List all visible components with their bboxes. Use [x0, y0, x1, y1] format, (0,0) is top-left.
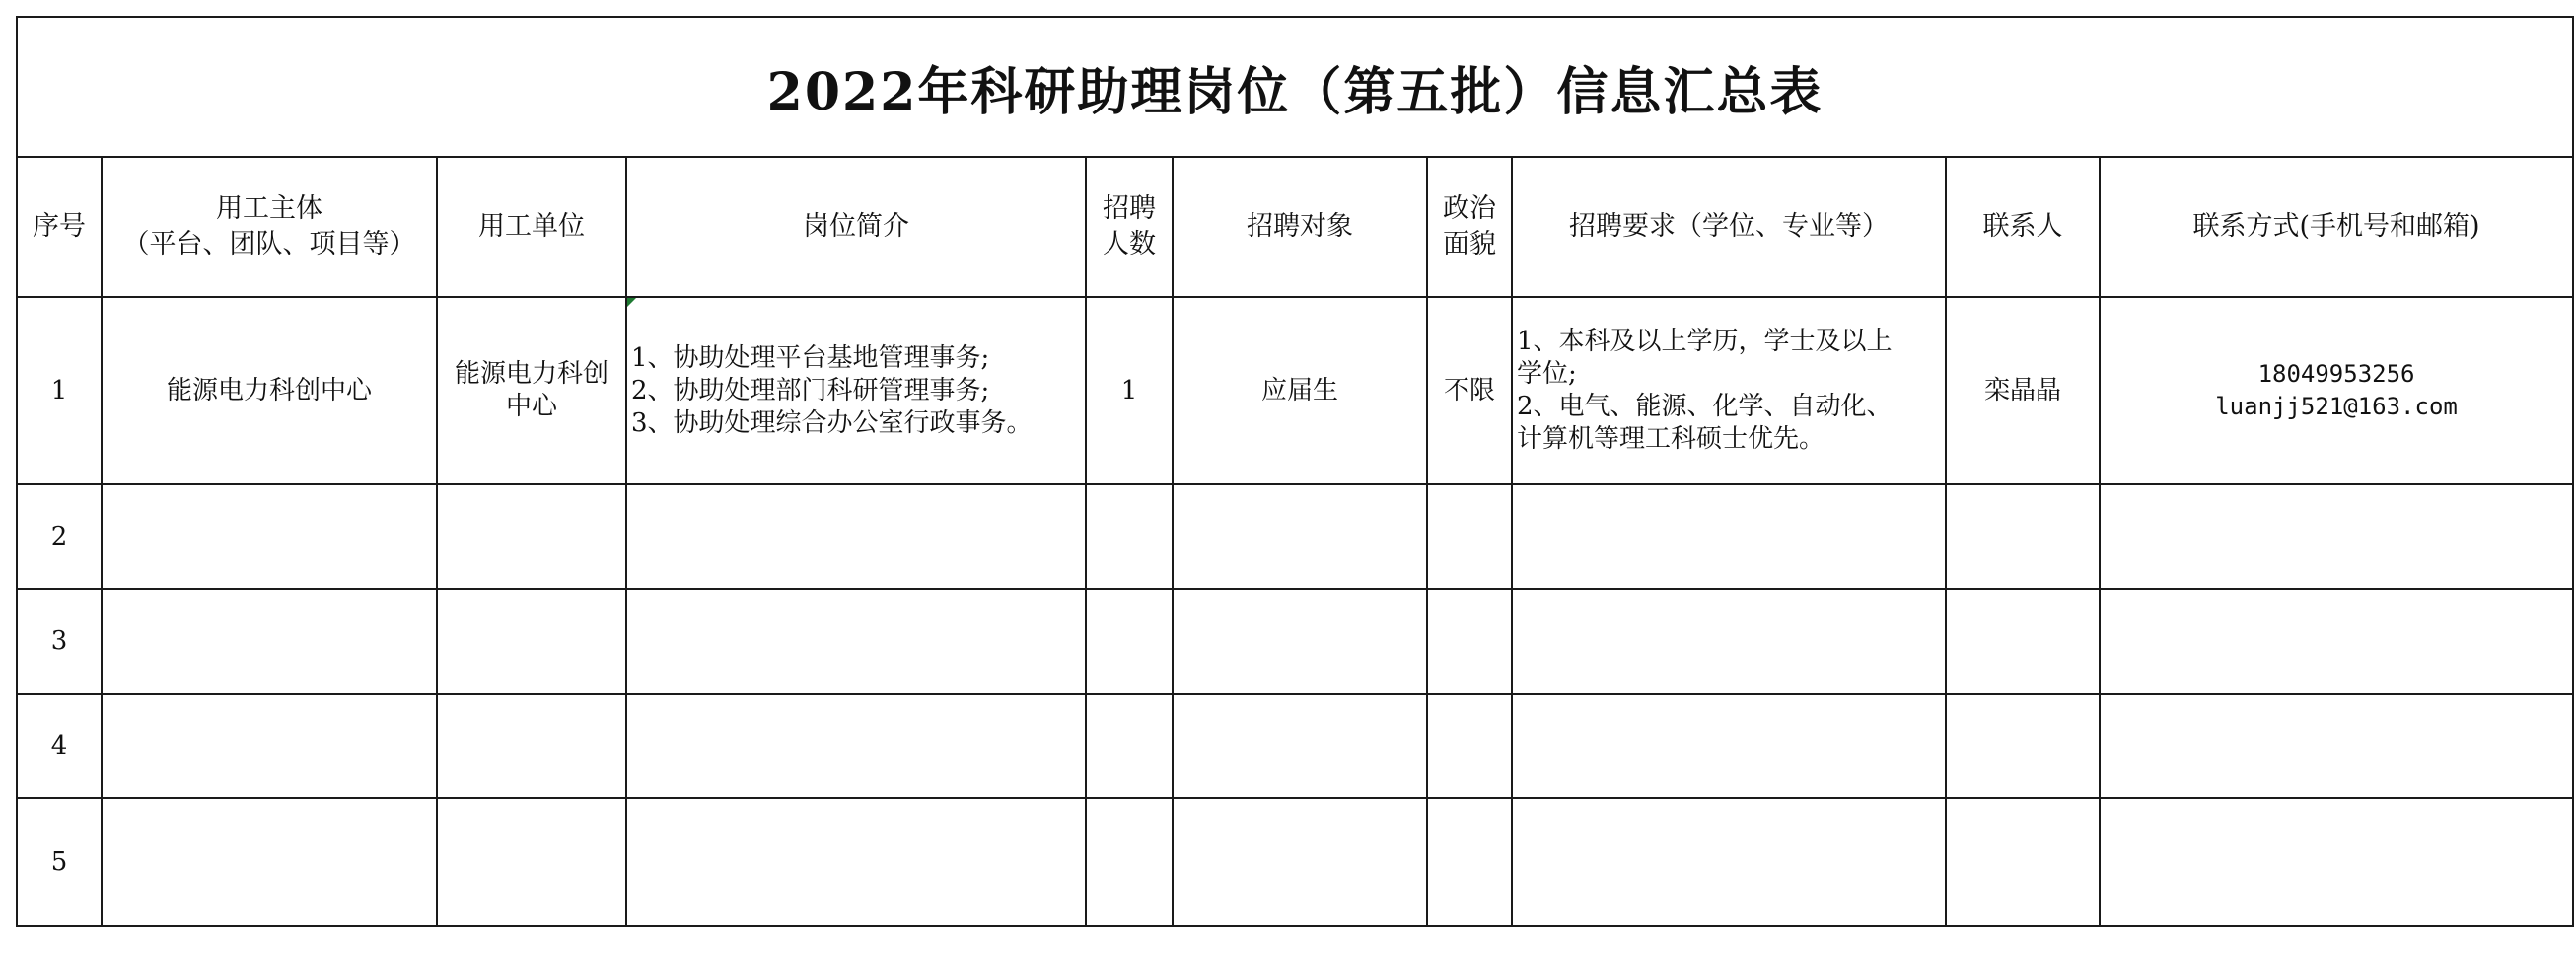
- empty-cell: [1946, 589, 2100, 694]
- row-target: 应届生: [1173, 297, 1427, 484]
- empty-cell: [2100, 589, 2573, 694]
- empty-cell: [102, 484, 437, 589]
- empty-cell: [437, 694, 626, 798]
- row-intro: [626, 297, 1086, 484]
- header-count-line2: 人数: [1103, 229, 1156, 259]
- row-email: luanjj521@163.com: [2215, 393, 2458, 420]
- empty-cell: [1086, 589, 1173, 694]
- row-count: 1: [1086, 297, 1173, 484]
- empty-cell: [1512, 694, 1946, 798]
- row-contact: 栾晶晶: [1946, 297, 2100, 484]
- header-requirements: 招聘要求（学位、专业等）: [1512, 157, 1946, 297]
- row-unit-line1: 能源电力科创: [454, 359, 608, 389]
- empty-cell: [102, 798, 437, 926]
- table-title: 2022年科研助理岗位（第五批）信息汇总表: [17, 17, 2573, 157]
- header-entity: [102, 157, 437, 297]
- empty-cell: [1173, 798, 1427, 926]
- empty-cell: [2100, 694, 2573, 798]
- row-requirements-line2: 学位;: [1517, 359, 1577, 389]
- header-entity-line2: （平台、团队、项目等）: [122, 229, 416, 259]
- empty-cell: [1427, 484, 1512, 589]
- header-entity-line1: 用工主体: [216, 193, 322, 224]
- row-requirements-line1: 1、本科及以上学历，学士及以上: [1517, 327, 1893, 356]
- empty-cell: [102, 589, 437, 694]
- table-row: [17, 297, 2573, 484]
- empty-cell: [626, 694, 1086, 798]
- empty-cell: [102, 694, 437, 798]
- row-requirements-line4: 计算机等理工科硕士优先。: [1517, 424, 1825, 454]
- empty-cell: [2100, 484, 2573, 589]
- table-row: [17, 694, 2573, 798]
- header-politics-line1: 政治: [1443, 193, 1496, 224]
- row-seq: 2: [17, 484, 102, 589]
- row-seq: 3: [17, 589, 102, 694]
- empty-cell: [1173, 484, 1427, 589]
- empty-cell: [1086, 694, 1173, 798]
- empty-cell: [1173, 694, 1427, 798]
- empty-cell: [1946, 798, 2100, 926]
- table-row: [17, 798, 2573, 926]
- empty-cell: [437, 589, 626, 694]
- header-intro: 岗位简介: [626, 157, 1086, 297]
- empty-cell: [1946, 694, 2100, 798]
- row-phone: 18049953256: [2257, 360, 2415, 388]
- empty-cell: [626, 798, 1086, 926]
- empty-cell: [626, 484, 1086, 589]
- row-intro-line3: 3、协助处理综合办公室行政事务。: [631, 407, 1033, 438]
- row-requirements-line3: 2、电气、能源、化学、自动化、: [1517, 392, 1893, 421]
- recruitment-summary-table: [16, 16, 2574, 927]
- table-row: [17, 484, 2573, 589]
- row-contact-info: [2100, 297, 2573, 484]
- empty-cell: [437, 798, 626, 926]
- header-count: [1086, 157, 1173, 297]
- empty-cell: [1173, 589, 1427, 694]
- empty-cell: [1086, 484, 1173, 589]
- empty-cell: [1512, 484, 1946, 589]
- row-requirements: [1512, 297, 1946, 484]
- row-intro-line2: 2、协助处理部门科研管理事务;: [631, 375, 990, 405]
- row-seq: 5: [17, 798, 102, 926]
- header-contact: 联系人: [1946, 157, 2100, 297]
- row-entity: 能源电力科创中心: [102, 297, 437, 484]
- header-count-line1: 招聘: [1103, 193, 1156, 224]
- row-unit: [437, 297, 626, 484]
- header-row: [17, 157, 2573, 297]
- empty-cell: [1427, 694, 1512, 798]
- header-target: 招聘对象: [1173, 157, 1427, 297]
- row-seq: 4: [17, 694, 102, 798]
- row-intro-line1: 1、协助处理平台基地管理事务;: [631, 342, 990, 373]
- header-seq: 序号: [17, 157, 102, 297]
- empty-cell: [1086, 798, 1173, 926]
- empty-cell: [437, 484, 626, 589]
- empty-cell: [1512, 589, 1946, 694]
- row-unit-line2: 中心: [505, 392, 557, 421]
- empty-cell: [1512, 798, 1946, 926]
- empty-cell: [626, 589, 1086, 694]
- row-politics: 不限: [1427, 297, 1512, 484]
- header-politics: [1427, 157, 1512, 297]
- header-contact-info: 联系方式(手机号和邮箱): [2100, 157, 2573, 297]
- empty-cell: [1946, 484, 2100, 589]
- header-politics-line2: 面貌: [1443, 229, 1496, 259]
- empty-cell: [1427, 798, 1512, 926]
- table-row: [17, 589, 2573, 694]
- empty-cell: [1427, 589, 1512, 694]
- row-seq: 1: [17, 297, 102, 484]
- header-unit: 用工单位: [437, 157, 626, 297]
- empty-cell: [2100, 798, 2573, 926]
